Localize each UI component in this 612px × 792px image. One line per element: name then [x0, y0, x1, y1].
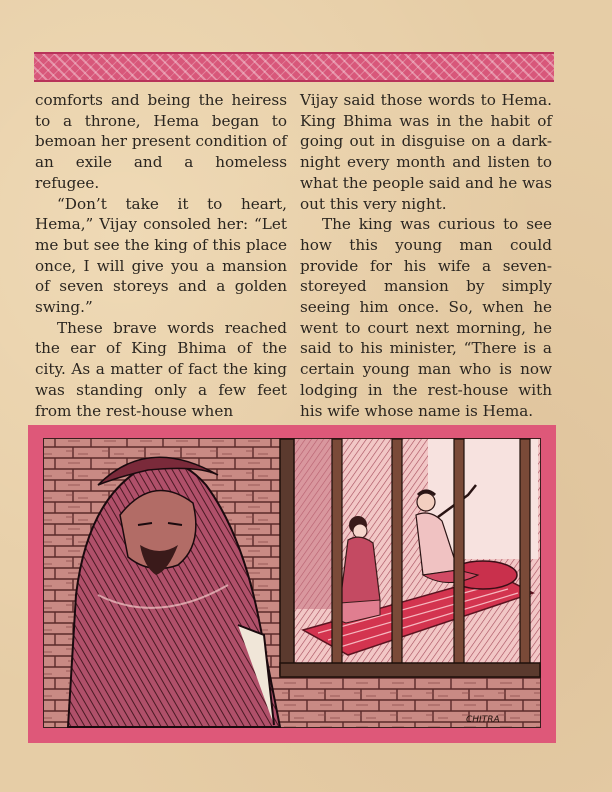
decorative-header-band [34, 52, 554, 82]
paragraph: These brave words reached the ear of King Bhima of the city. As a matter of fact the king was standing only a few feet from the rest-house when [35, 318, 287, 420]
paragraph: The king was curious to see how this young man could provide for his wife a seven-storeyed mansion by simply seeing him once. So, when he went to court next morning, he said to his minister, “There is a certain young man who is now lodging in the rest-house with his wife whose name is Hema. [300, 215, 552, 420]
illustration-artwork [28, 425, 556, 743]
paragraph: comforts and being the heiress to a throne, Hema began to bemoan her present condition of an exile and a homeless refugee. [35, 91, 287, 192]
svg-text:CHITRA: CHITRA [466, 715, 500, 725]
paragraph: “Don’t take it to heart, Hema,” Vijay consoled her: “Let me but see the king of this place once, I will give you a mansion of seven storeys and a golden swing.” [35, 194, 287, 317]
story-illustration [28, 425, 556, 743]
paragraph: Vijay said those words to Hema. King Bhima was in the habit of going out in disguise on a dark-night every month and listen to what the people said and he was out this very night. [300, 91, 552, 213]
left-text-column [35, 90, 287, 421]
right-text-column [300, 90, 552, 421]
